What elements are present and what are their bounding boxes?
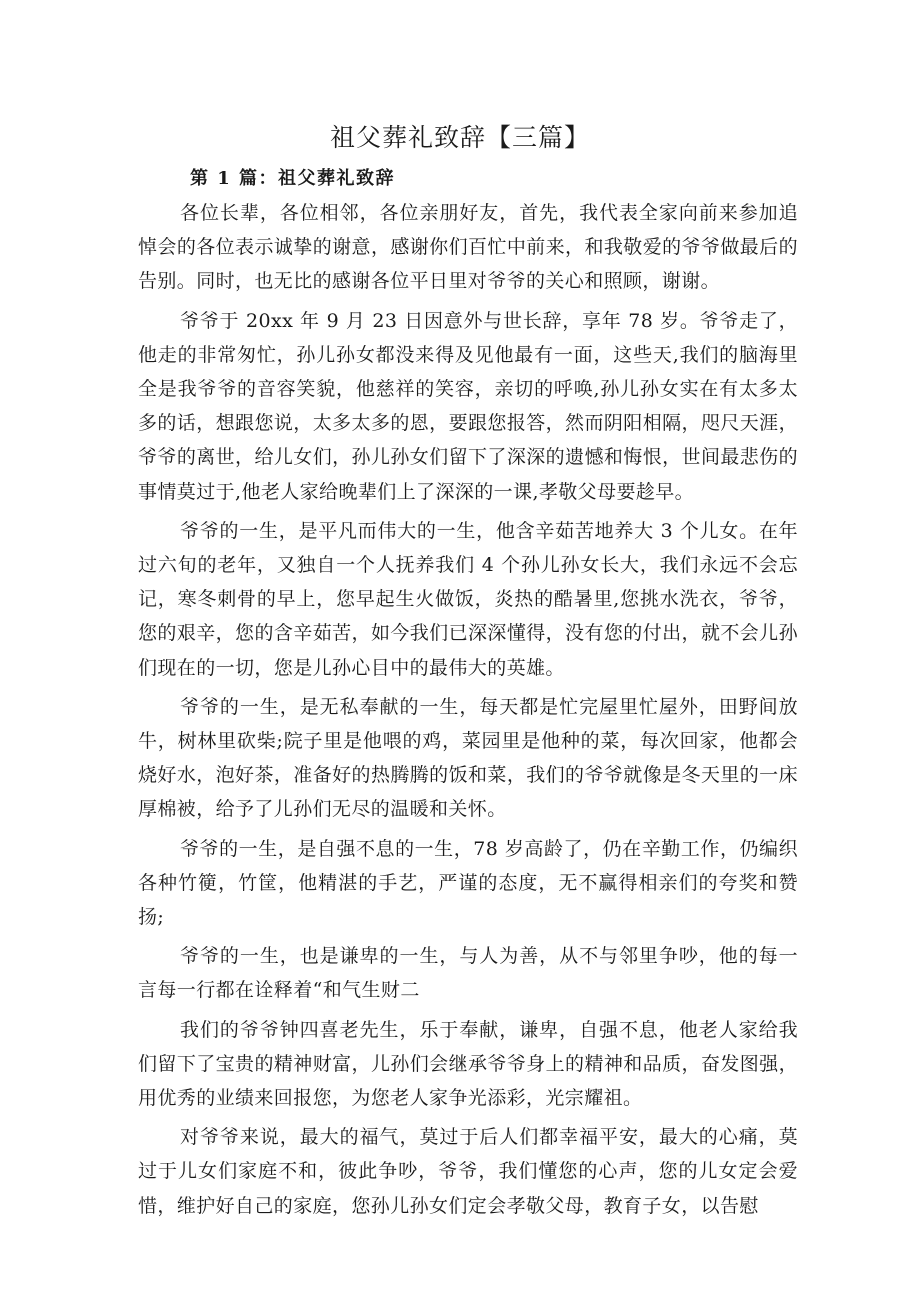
paragraph: 爷爷的一生，是平凡而伟大的一生，他含辛茹苦地养大 3 个儿女。在年过六旬的老年，又独自一个人抚养我们 4 个孙儿孙女长大，我们永远不会忘记，寒冬刺骨的早上，您早起生火做饭，炎热的酷暑里,您挑水洗衣，爷爷，您的艰辛，您的含辛茹苦，如今我们已深深懂得，没有您的付出，就不会儿孙们现在的一切，您是儿孙心目中的最伟大的英雄。 [138, 519, 798, 679]
paragraph: 爷爷的一生，是自强不息的一生，78 岁高龄了，仍在辛勤工作，仍编织各种竹箯，竹筐，他精湛的手艺，严谨的态度，无不赢得相亲们的夸奖和赞扬; [138, 837, 798, 929]
paragraph: 爷爷的一生，也是谦卑的一生，与人为善，从不与邻里争吵，他的每一言每一行都在诠释着“和气生财二 [138, 945, 798, 1002]
document-title: 祖父葬礼致辞【三篇】 [329, 123, 590, 152]
document-body [138, 196, 798, 1223]
paragraph: 各位长辈，各位相邻，各位亲朋好友，首先，我代表全家向前来参加追悼会的各位表示诚挚的谢意，感谢你们百忙中前来，和我敬爱的爷爷做最后的告别。同时，也无比的感谢各位平日里对爷爷的关心和照顾，谢谢。 [138, 202, 798, 293]
paragraph: 我们的爷爷钟四喜老先生，乐于奉献，谦卑，自强不息，他老人家给我们留下了宝贵的精神财富，儿孙们会继承爷爷身上的精神和品质，奋发图强，用优秀的业绩来回报您，为您老人家争光添彩，光宗耀祖。 [138, 1018, 798, 1110]
paragraph: 爷爷的一生，是无私奉献的一生，每天都是忙完屋里忙屋外，田野间放牛，树林里砍柴;院子里是他喂的鸡，菜园里是他种的菜，每次回家，他都会烧好水，泡好茶，准备好的热腾腾的饭和菜，我们的爷爷就像是冬天里的一床厚棉被，给予了儿孙们无尽的温暖和关怀。 [138, 695, 798, 821]
paragraph: 对爷爷来说，最大的福气，莫过于后人们都幸福平安，最大的心痛，莫过于儿女们家庭不和，彼此争吵，爷爷，我们懂您的心声，您的儿女定会爱惜，维护好自己的家庭，您孙儿孙女们定会孝敬父母，教育子女，以告慰 [138, 1126, 798, 1217]
section-heading: 第 1 篇：祖父葬礼致辞 [190, 168, 396, 189]
paragraph: 爷爷于 20xx 年 9 月 23 日因意外与世长辞，享年 78 岁。爷爷走了，他走的非常匆忙，孙儿孙女都没来得及见他最有一面，这些天,我们的脑海里全是我爷爷的音容笑貌，他慈祥的笑容，亲切的呼唤,孙儿孙女实在有太多太多的话，想跟您说，太多太多的恩，要跟您报答，然而阴阳相隔，咫尺天涯，爷爷的离世，给儿女们，孙儿孙女们留下了深深的遗憾和悔恨，世间最悲伤的事情莫过于,他老人家给晚辈们上了深深的一课,孝敬父母要趁早。 [138, 309, 798, 503]
